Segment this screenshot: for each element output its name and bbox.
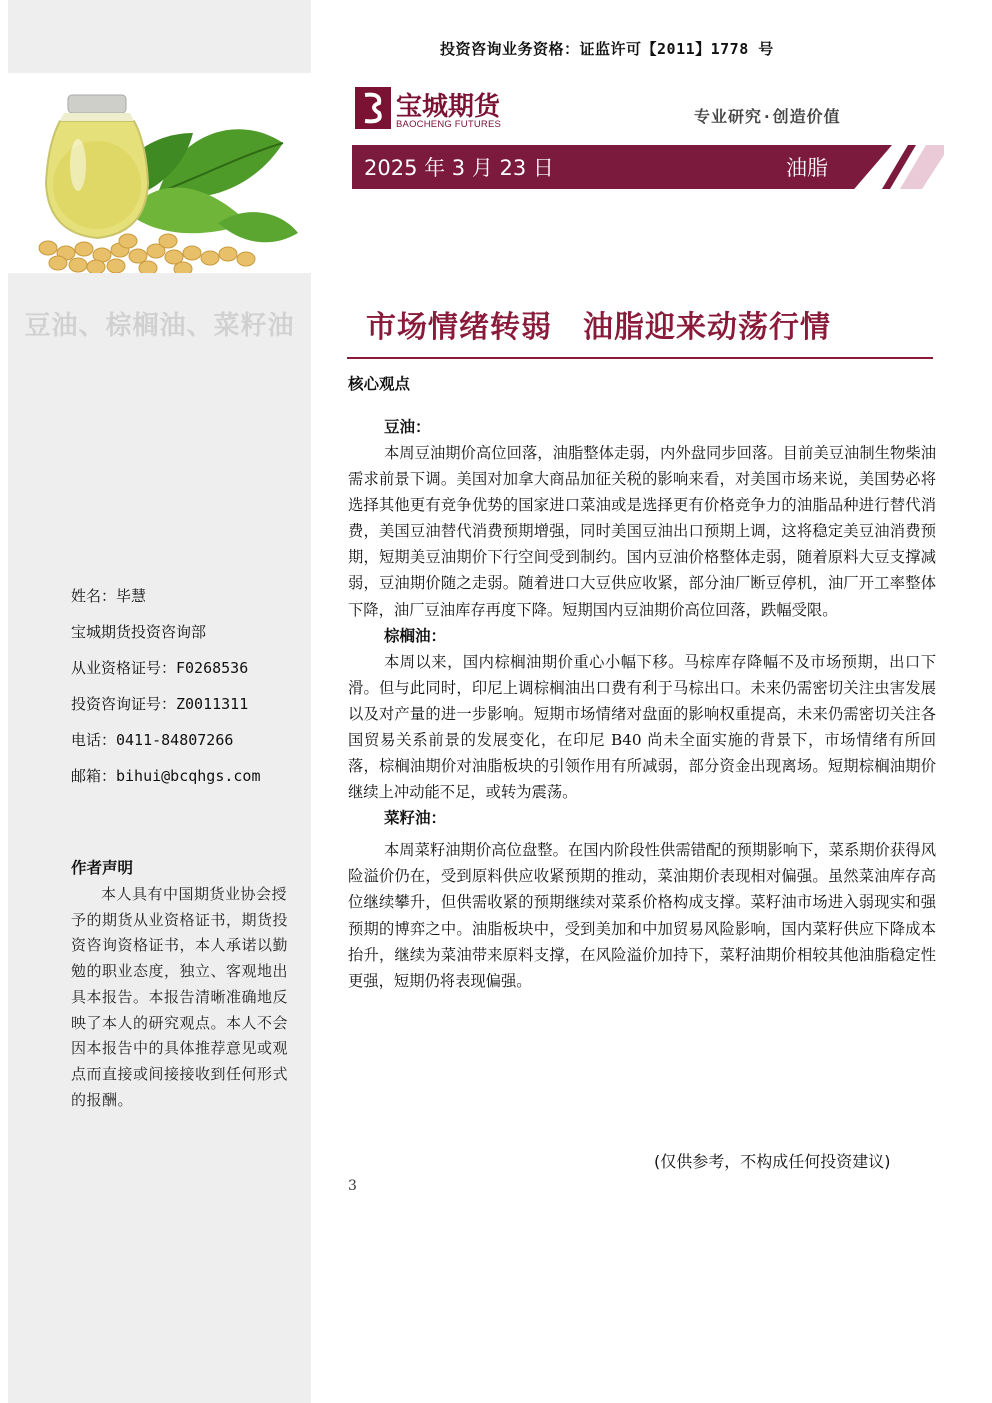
consulting-number: 投资咨询证号：Z0011311 bbox=[71, 695, 249, 713]
section-title-rapeseed-oil: 菜籽油： bbox=[384, 809, 447, 828]
banner-stripes-icon bbox=[860, 145, 944, 189]
report-category: 油脂 bbox=[786, 156, 828, 180]
report-date: 2025 年 3 月 23 日 bbox=[364, 156, 554, 180]
disclaimer-note: (仅供参考，不构成任何投资建议) bbox=[654, 1152, 891, 1171]
section-title-soybean-oil: 豆油： bbox=[384, 418, 431, 436]
page-number: 3 bbox=[348, 1178, 357, 1194]
declaration-body: 本人具有中国期货业协会授予的期货从业资格证书，期货投资咨询资格证书，本人承诺以勤勉的职业态度，独立、客观地出具本报告。本报告清晰准确地反映了本人的研究观点。本人不会因本报告中的具体推荐意见或观点而直接或间接接收到任何形式的报酬。 bbox=[71, 885, 289, 1109]
license-text: 投资咨询业务资格：证监许可【2011】1778 号 bbox=[440, 40, 774, 58]
author-department: 宝城期货投资咨询部 bbox=[71, 623, 207, 641]
logo-name: 宝城期货 bbox=[396, 92, 501, 122]
section-body-palm-oil: 本周以来，国内棕榈油期价重心小幅下移。马棕库存降幅不及市场预期，出口下滑。但与此同时，印尼上调棕榈油出口费有利于马棕出口。未来仍需密切关注虫害发展以及对产量的进一步影响。短期市场情绪对盘面的影响权重提高，未来仍需密切关注各国贸易关系前景的发展变化，在印尼 B40 尚未全面实施的背景下，市场情绪有所回落，棕榈油期价对油脂板块的引领作用有所减弱，部分资金出现离场。短期棕榈油期价继续上冲动能不足，或转为震荡。 bbox=[348, 652, 936, 802]
qualification-number: 从业资格证号：F0268536 bbox=[71, 659, 249, 677]
sidebar-title: 豆油、棕榈油、菜籽油 bbox=[24, 311, 295, 341]
section-body-soybean-oil: 本周豆油期价高位回落，油脂整体走弱，内外盘同步回落。目前美豆油制生物柴油需求前景下调。美国对加拿大商品加征关税的影响来看，对美国市场来说，美国势必将选择其他更有竞争优势的国家进口菜油或是选择更有价格竞争力的油脂品种进行替代消费，美国豆油替代消费预期增强，同时美国豆油出口预期上调，这将稳定美豆油消费预期，短期美豆油期价下行空间受到制约。国内豆油价格整体走弱，随着原料大豆支撑减弱，豆油期价随之走弱。随着进口大豆供应收紧，部分油厂断豆停机，油厂开工率整体下降，油厂豆油库存再度下降。短期国内豆油期价高位回落，跌幅受限。 bbox=[348, 444, 936, 619]
article-body bbox=[348, 414, 936, 994]
author-contact bbox=[71, 586, 301, 802]
email: 邮箱：bihui@bcqhgs.com bbox=[71, 767, 261, 785]
phone: 电话：0411-84807266 bbox=[71, 731, 234, 749]
section-title-palm-oil: 棕榈油： bbox=[384, 626, 447, 645]
declaration-title: 作者声明 bbox=[71, 859, 134, 877]
core-label: 核心观点 bbox=[348, 375, 411, 393]
author-name: 姓名：毕慧 bbox=[71, 587, 147, 605]
headline-rule bbox=[347, 357, 933, 359]
headline: 市场情绪转弱 油脂迎来动荡行情 bbox=[366, 310, 831, 345]
logo-english: BAOCHENG FUTURES bbox=[396, 119, 502, 130]
slogan: 专业研究·创造价值 bbox=[694, 107, 841, 126]
section-body-rapeseed-oil: 本周菜籽油期价高位盘整。在国内阶段性供需错配的预期影响下，菜系期价获得风险溢价仍在，受到原料供应收紧预期的推动，菜油期价表现相对偏强。虽然菜油库存高位继续攀升，但供需收紧的预期继续对菜系价格构成支撑。菜籽油市场进入弱现实和强预期的博弈之中。油脂板块中，受到美加和中加贸易风险影响，国内菜籽供应下降成本抬升，继续为菜油带来原料支撑，在风险溢价加持下，菜籽油期价相较其他油脂稳定性更强，短期仍将表现偏强。 bbox=[348, 841, 936, 990]
soybean-oil-illustration bbox=[8, 73, 311, 273]
